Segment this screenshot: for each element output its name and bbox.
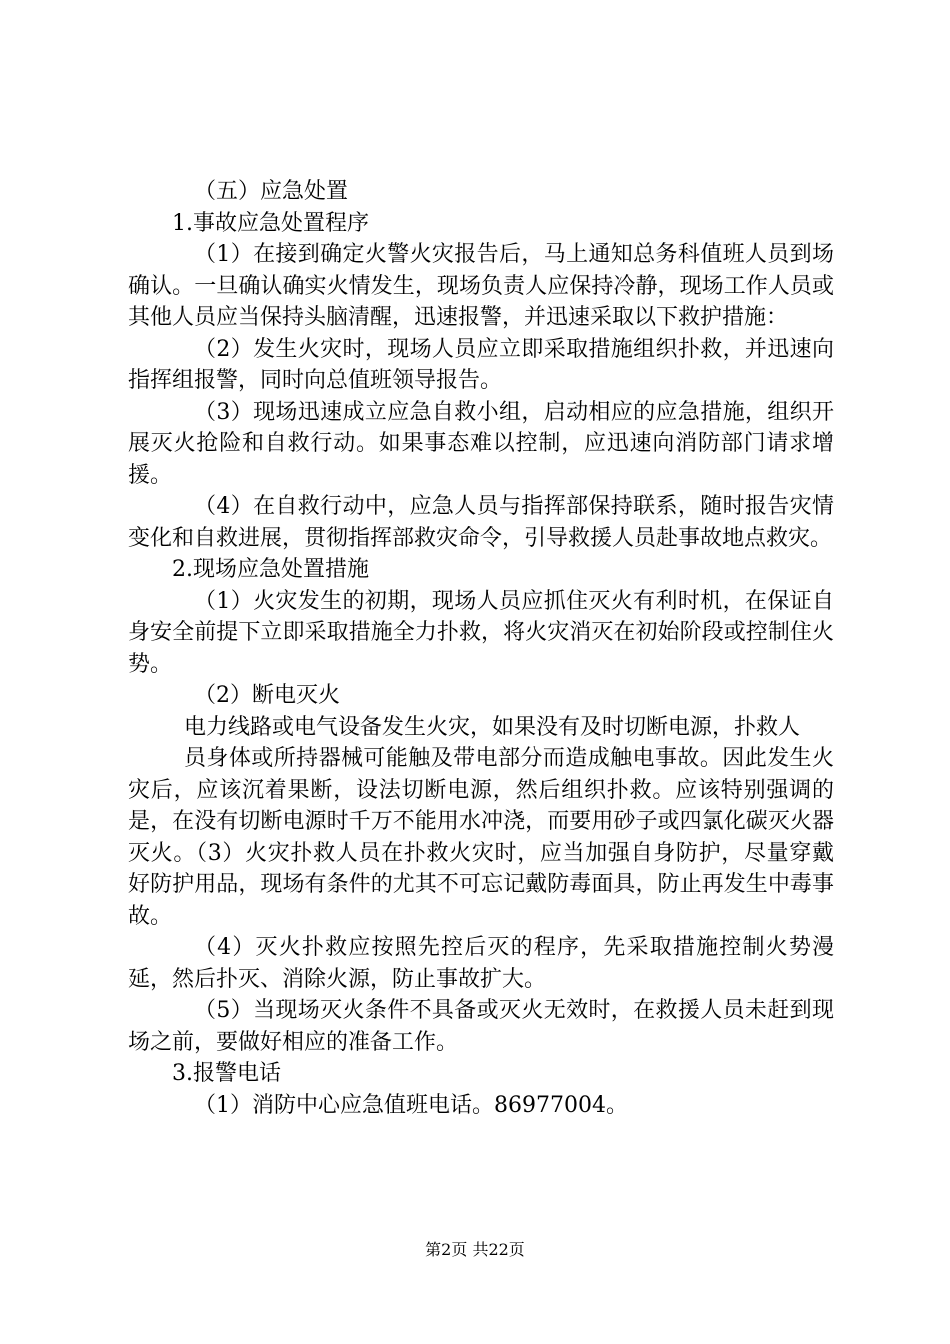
paragraph: （2）断电灭火 <box>194 683 340 708</box>
paragraph: （2）发生火灾时，现场人员应立即采取措施组织扑救，并迅速向指挥组报警，同时向总值班领导报告。 <box>128 336 834 393</box>
paragraph: （1）在接到确定火警火灾报告后，马上通知总务科值班人员到场确认。一旦确认确实火情发生，现场负责人应保持冷静，现场工作人员或其他人员应当保持头脑清醒，迅速报警，并迅速采取以下救护措施： <box>128 242 834 330</box>
paragraph: 电力线路或电气设备发生火灾，如果没有及时切断电源，扑救人 <box>184 714 801 740</box>
subsection-heading: 1.事故应急处置程序 <box>172 210 369 236</box>
paragraph: （4）灭火扑救应按照先控后灭的程序，先采取措施控制火势漫延，然后扑灭、消除火源，防止事故扩大。 <box>128 935 834 992</box>
subsection-heading: 3.报警电话 <box>172 1061 281 1086</box>
paragraph: （3）现场迅速成立应急自救小组，启动相应的应急措施，组织开展灭火抢险和自救行动。如果事态难以控制，应迅速向消防部门请求增援。 <box>128 399 834 488</box>
paragraph: （4）在自救行动中，应急人员与指挥部保持联系，随时报告灾情变化和自救进展，贯彻指挥部救灾命令，引导救援人员赴事故地点救灾。 <box>128 494 834 551</box>
paragraph: （1）火灾发生的初期，现场人员应抓住灭火有利时机，在保证自身安全前提下立即采取措施全力扑救，将火灾消灭在初始阶段或控制住火势。 <box>128 588 834 677</box>
paragraph: （5）当现场灭火条件不具备或灭火无效时，在救援人员未赶到现场之前，要做好相应的准备工作。 <box>128 998 834 1055</box>
page-footer: 第2页 共22页 <box>425 1240 525 1259</box>
paragraph: 员身体或所持器械可能触及带电部分而造成触电事故。因此发生火灾后，应该沉着果断，设法切断电源，然后组织扑救。应该特别强调的是，在没有切断电源时千万不能用水冲浇，而要用砂子或四氯化碳灭火器灭火。（3）火灾扑救人员在扑救火灾时，应当加强自身防护，尽量穿戴好防护用品，现场有条件的尤其不可忘记戴防毒面具，防止再发生中毒事故。 <box>128 746 834 929</box>
section-heading: （五）应急处置 <box>194 179 349 204</box>
subsection-heading: 2.现场应急处置措施 <box>172 557 369 582</box>
document-body <box>128 176 834 1121</box>
paragraph: （1）消防中心应急值班电话。86977004。 <box>194 1092 628 1118</box>
